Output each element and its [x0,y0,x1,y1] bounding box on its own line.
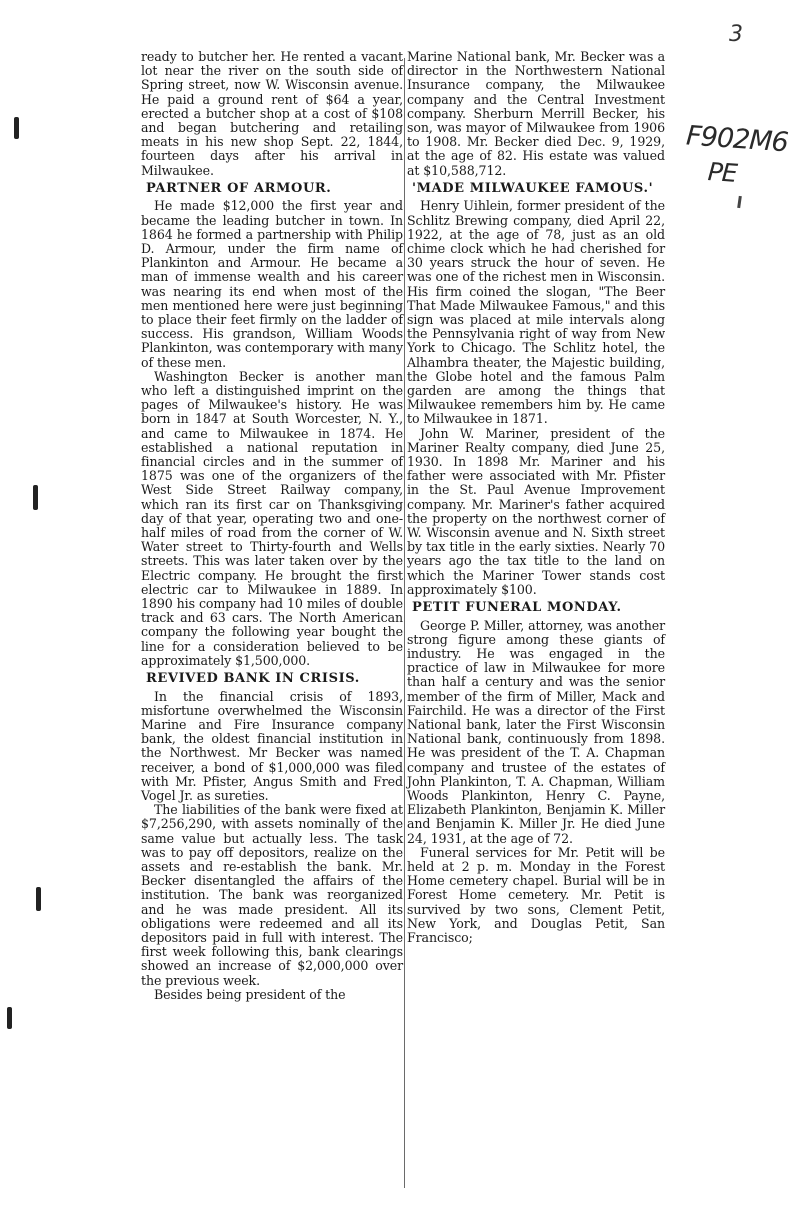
article-paragraph: George P. Miller, attorney, was another strong figure among these giants of industry. He was engaged in the practice of law in Milwaukee for more than half a century and was the senior member of the firm of Miller, Mack and Fairchild. He was a director of the First National bank, later the First Wisconsin National bank, continuously from 1898. He was president of the T. A. Chapman company and trustee of the estates of John Plankinton, T. A. Chapman, William Woods Plankinton, Henry C. Payne, Elizabeth Plankinton, Benjamin K. Miller and Benjamin K. Miller Jr. He died June 24, 1931, at the age of 72. [407,617,665,846]
article-paragraph: He made $12,000 the first year and became the leading butcher in town. In 1864 he formed a partnership with Philip D. Armour, under the firm name of Plankinton and Armour. He became a man of immense wealth and his career was nearing its end when most of the men mentioned here were just beginning to place their feet firmly on the ladder of success. His grandson, William Woods Plankinton, was contemporary with many of these men. [141,198,403,370]
handwritten-annotation [683,120,792,191]
handwritten-code: F902M6 [685,120,789,159]
section-heading: PARTNER OF ARMOUR. [146,180,332,196]
binding-mark-3 [36,887,41,911]
article-paragraph: In the financial crisis of 1893, misfortune overwhelmed the Wisconsin Marine and Fire Insurance company bank, the oldest financial institution in the Northwest. Mr Becker was named receiver, a bond of $1,000,000 was filed with Mr. Pfister, Angus Smith and Fred Vogel Jr. as sureties. [141,688,403,803]
binding-mark-4 [7,1007,12,1029]
handwritten-initials: PE [706,157,738,188]
article-paragraph: Funeral services for Mr. Petit will be held at 2 p. m. Monday in the Forest Home cemetery chapel. Burial will be in Forest Home cemetery. Mr. Petit is survived by two sons, Clement Petit, New York, and Douglas Petit, San Francisco; [407,844,665,945]
right-column-body [407,50,665,945]
right-column [407,50,665,1195]
column-divider [404,58,405,1188]
article-paragraph: Marine National bank, Mr. Becker was a director in the Northwestern National Insurance company, the Milwaukee company and the Central Investment company. Sherburn Merrill Becker, his son, was mayor of Milwaukee from 1906 to 1908. Mr. Becker died Dec. 9, 1929, at the age of 82. His estate was valued at $10,588,712. [407,49,665,178]
article-paragraph: Henry Uihlein, former president of the Schlitz Brewing company, died April 22, 1922, at the age of 78, just as an old chime clock which he had cherished for 30 years struck the hour of seven. He was one of the richest men in Wisconsin. His firm coined the slogan, "The Beer That Made Milwaukee Famous," and this sign was placed at mile intervals along the Pennsylvania right of way from New York to Chicago. The Schlitz hotel, the Alhambra theater, the Majestic building, the Globe hotel and the famous Palm garden are among the things that Milwaukee remembers him by. He came to Milwaukee in 1871. [407,198,665,427]
section-heading: REVIVED BANK IN CRISIS. [146,671,360,687]
binding-mark-1 [14,117,19,139]
article-paragraph: ready to butcher her. He rented a vacant lot near the river on the south side of Spring street, now W. Wisconsin avenue. He paid a ground rent of $64 a year, erected a butcher shop at a cost of $108 and began butchering and retailing meats in his new shop Sept. 22, 1844, fourteen days after his arrival in Milwaukee. [141,49,403,178]
pencil-mark [737,196,742,208]
left-column-body [141,50,403,1002]
article-paragraph: Besides being president of the [154,986,346,1002]
page-number: 3 [729,22,743,47]
section-heading: 'MADE MILWAUKEE FAMOUS.' [412,180,654,196]
section-heading: PETIT FUNERAL MONDAY. [412,600,622,616]
article-paragraph: Washington Becker is another man who left a distinguished imprint on the pages of Milwaukee's history. He was born in 1847 at South Worcester, N. Y., and came to Milwaukee in 1874. He established a national reputation in financial circles and in the summer of 1875 was one of the organizers of the West Side Street Railway company, which ran its first car on Thanksgiving day of that year, operating two and one-half miles of road from the corner of W. Water street to Thirty-fourth and Wells streets. This was later taken over by the Electric company. He brought the first electric car to Milwaukee in 1889. In 1890 his company had 10 miles of double track and 63 cars. The North American company the following year bought the line for a consideration believed to be approximately $1,500,000. [141,368,403,668]
article-paragraph: John W. Mariner, president of the Mariner Realty company, died June 25, 1930. In 1898 Mr. Mariner and his father were associated with Mr. Pfister in the St. Paul Avenue Improvement company. Mr. Mariner's father acquired the property on the northwest corner of W. Wisconsin avenue and N. Sixth street by tax title in the early sixties. Nearly 70 years ago the tax title to the land on which the Mariner Tower stands cost approximately $100. [407,425,665,597]
left-column [141,50,403,1195]
binding-mark-2 [33,485,38,510]
article-paragraph: The liabilities of the bank were fixed at $7,256,290, with assets nominally of the same value but actually less. The task was to pay off depositors, realize on the assets and re-establish the bank. Mr. Becker disentangled the affairs of the institution. The bank was reorganized and he was made president. All its obligations were redeemed and all its depositors paid in full with interest. The first week following this, bank clearings showed an increase of $2,000,000 over the previous week. [141,802,403,988]
